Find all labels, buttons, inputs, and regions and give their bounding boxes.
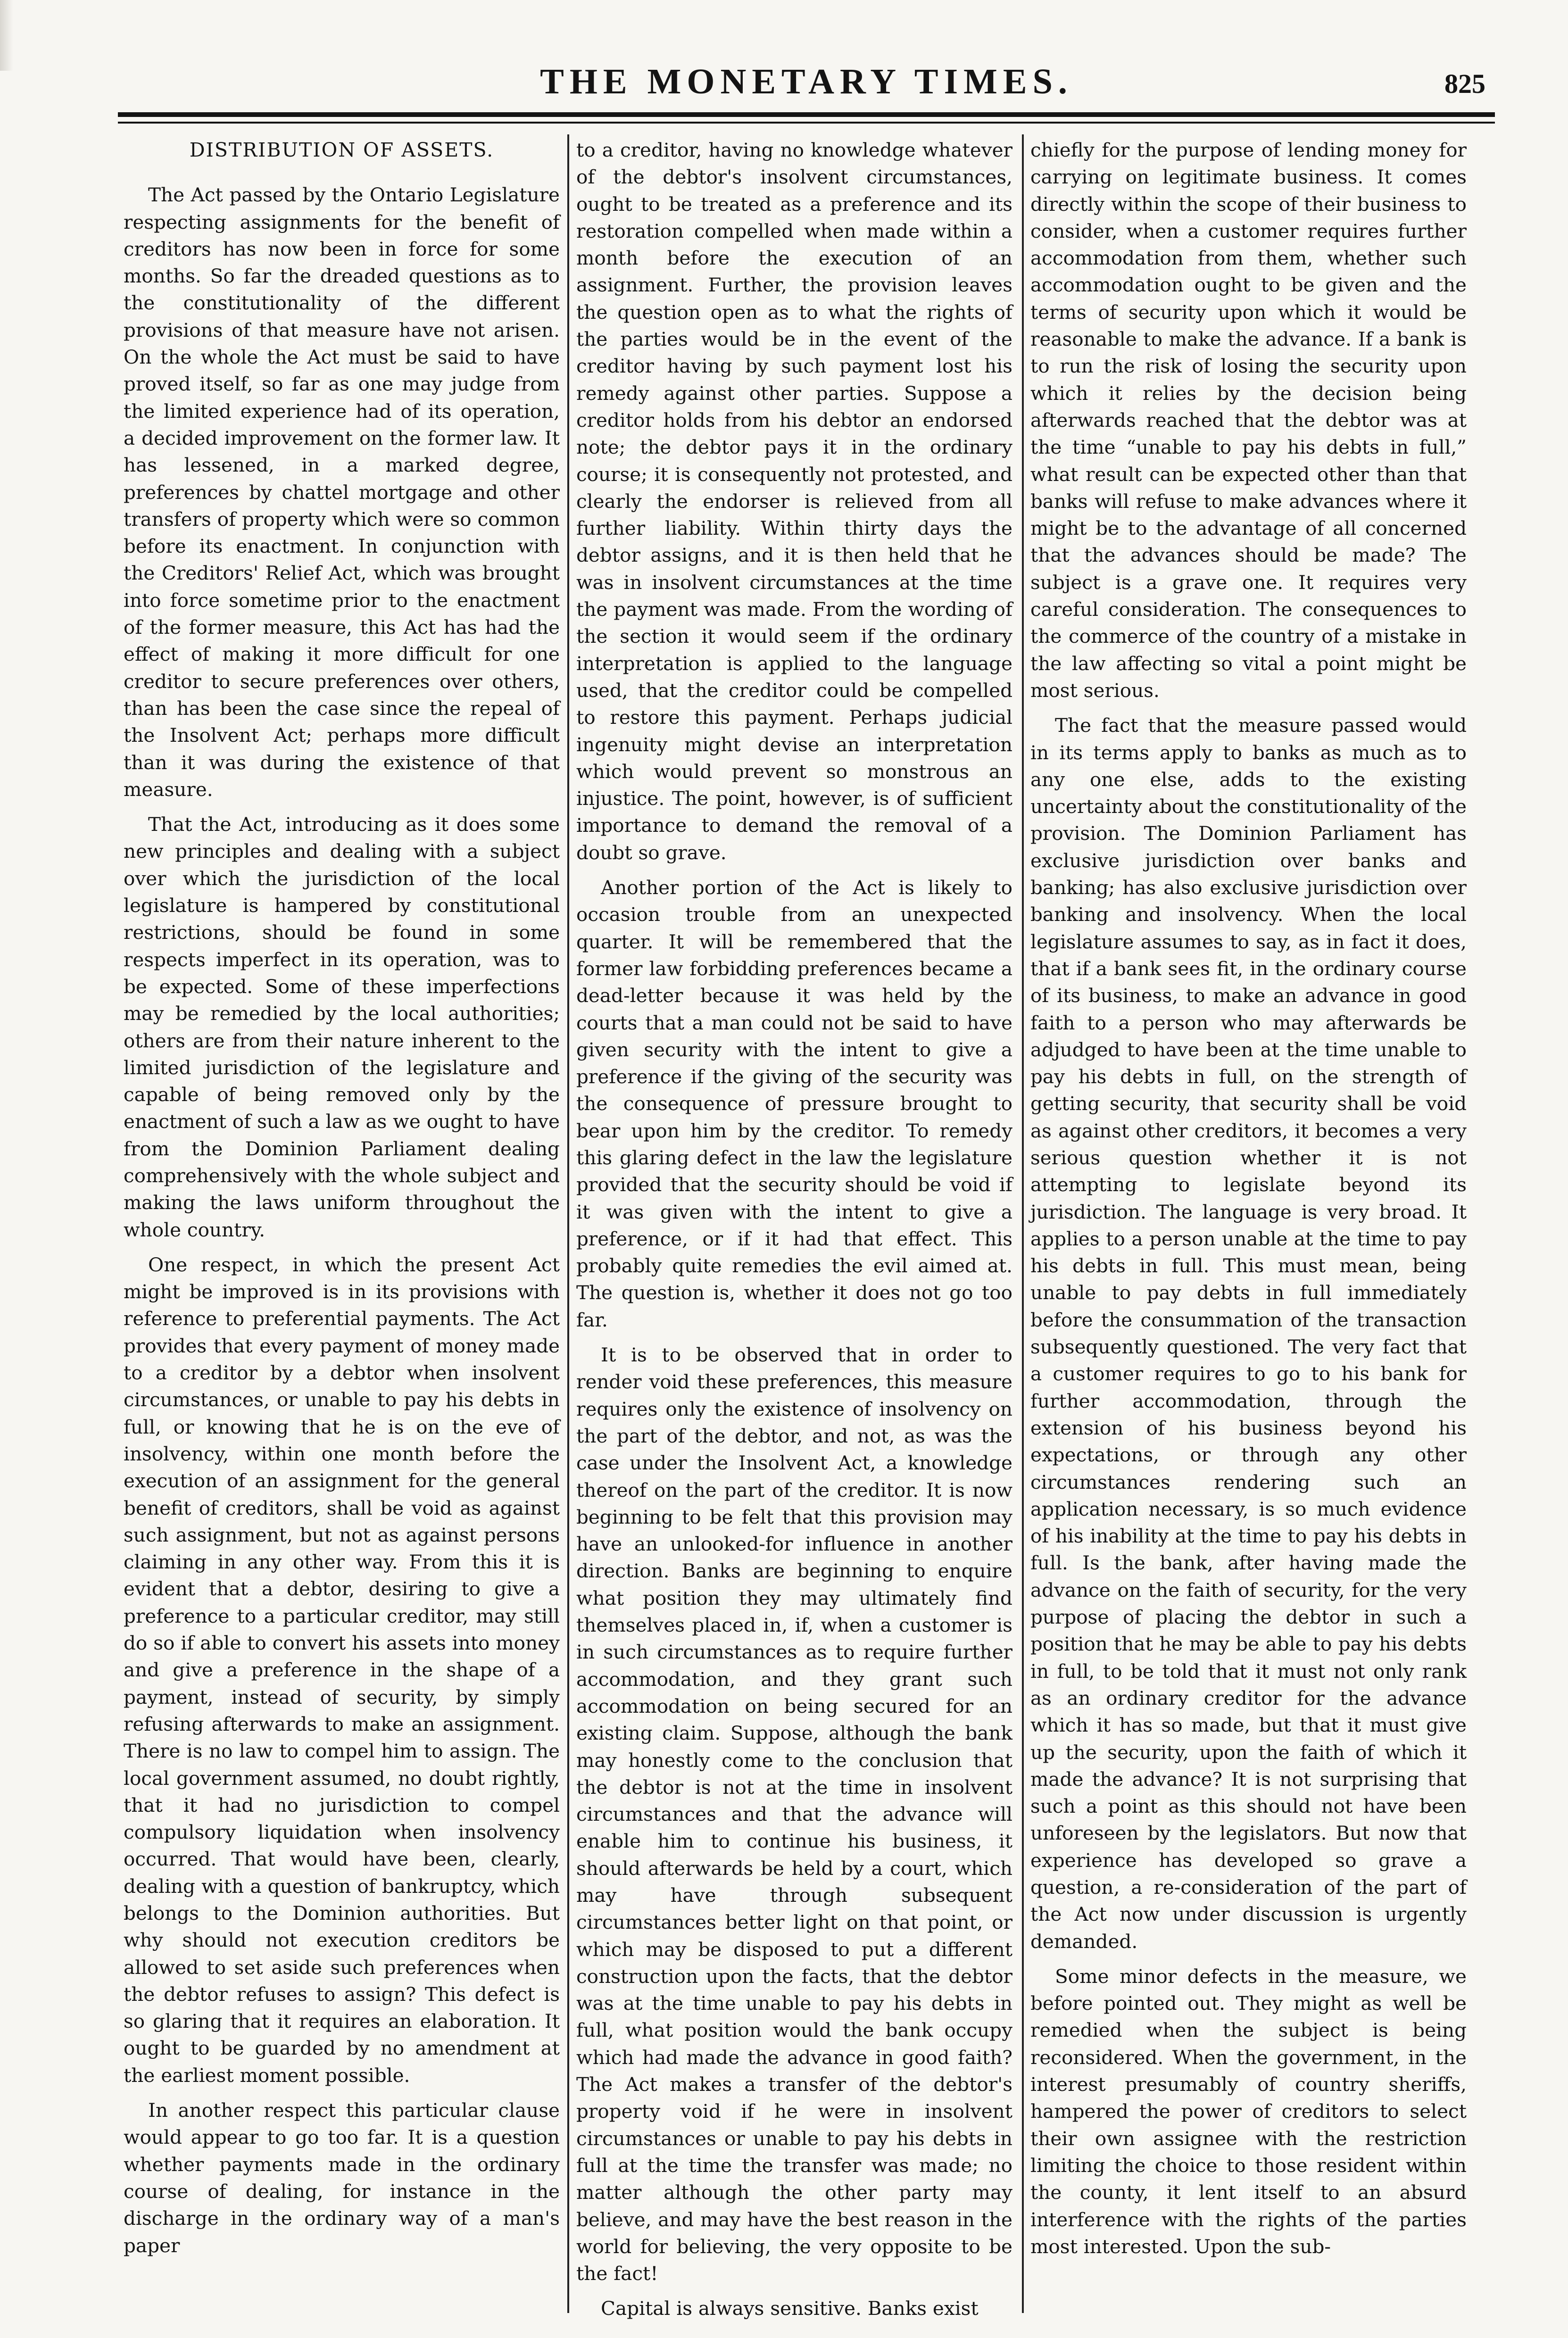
paragraph-continued: chiefly for the purpose of lending money for carrying on legitimate business. It comes directly within the scope of their business to consider, when a customer requires further accommodation from them, whether such accommodation ought to be given and the terms of security upon which it would be reasonable to make the advance. If a bank is to run the risk of losing the security upon which it relies by the decision being afterwards reached that the debtor was at the time “unable to pay his debts in full,” what result can be expected other than that banks will refuse to make advances where it might be to the advantage of all concerned that the advances should be made? The subject is a grave one. It requires very careful consideration. The consequences to the commerce of the country of a mistake in the law affecting so vital a point might be most serious. <box>1030 139 1467 702</box>
paragraph: The Act passed by the Ontario Legislature respecting assignments for the benefit of creditors has now been in force for some months. So far the dreaded questions as to the constitutionality of the different provisions of that measure have not arisen. On the whole the Act must be said to have proved itself, so far as one may judge from the limited experience had of its operation, a decided improvement on the former law. It has lessened, in a marked degree, preferences by chattel mortgage and other transfers of property which were so common before its enactment. In conjunction with the Creditors' Relief Act, which was brought into force sometime prior to the enactment of the former measure, this Act has had the effect of making it more difficult for one creditor to secure preferences over others, than has been the case since the repeal of the Insolvent Act; perhaps more difficult than it was during the existence of that measure. <box>124 183 560 801</box>
article-title: DISTRIBUTION OF ASSETS. <box>189 139 494 161</box>
article-column-3 <box>1030 137 1467 2268</box>
paragraph: One respect, in which the present Act might be improved is in its provisions with reference to preferential payments. The Act provides that every payment of money made to a creditor by a debtor when insolvent circumstances, or unable to pay his debts in full, or knowing that he is on the eve of insolvency, within one month before the execution of an assignment for the general benefit of creditors, shall be void as against such assignment, but not as against persons claiming in any other way. From this it is evident that a debtor, desiring to give a preference to a particular creditor, may still do so if able to convert his assets into money and give a preference in the shape of a payment, instead of security, by simply refusing afterwards to make an assignment. There is no law to compel him to assign. The local government assumed, no doubt rightly, that it had no jurisdiction to compel compulsory liquidation when insolvency occurred. That would have been, clearly, dealing with a question of bankruptcy, which belongs to the Dominion authorities. But why should not execution creditors be allowed to set aside such preferences when the debtor refuses to assign? This defect is so glaring that it requires an elaboration. It ought to be guarded by no amendment at the earliest moment possible. <box>124 1253 560 2087</box>
header-rule-thick <box>118 112 1495 117</box>
paragraph: In another respect this particular clause would appear to go too far. It is a question whether payments made in the ordinary course of dealing, for instance in the discharge in the ordinary way of a man's paper <box>124 2099 560 2257</box>
paragraph: Some minor defects in the measure, we before pointed out. They might as well be remedied when the subject is being reconsidered. When the government, in the interest presumably of country sheriffs, hampered the power of creditors to select their own assignee with the restriction limiting the choice to those resident within the county, it lent itself to an absurd interference with the rights of the parties most interested. Upon the sub- <box>1030 1965 1467 2258</box>
article-column-1 <box>124 137 560 2267</box>
page-binding-edge <box>0 0 13 71</box>
masthead <box>118 61 1495 113</box>
page-number: 825 <box>1444 68 1485 99</box>
paragraph: Another portion of the Act is likely to occasion trouble from an unexpected quarter. It will be remembered that the former law forbidding preferences became a dead-letter because it was held by the courts that a man could not be said to have given security with the intent to give a preference if the giving of the security was the consequence of pressure brought to bear upon him by the creditor. To remedy this glaring defect in the law the legislature provided that the security should be void if it was given with the intent to give a preference, or if it had that effect. This probably quite remedies the evil aimed at. The question is, whether it does not go too far. <box>576 876 1012 1331</box>
paragraph: It is to be observed that in order to render void these preferences, this measure requires only the existence of insolvency on the part of the debtor, and not, as was the case under the Insolvent Act, a knowledge thereof on the part of the creditor. It is now beginning to be felt that this provision may have an unlooked-for influence in another direction. Banks are beginning to enquire what position they may ultimately find themselves placed in, if, when a customer is in such circumstances as to require further accommodation, and they grant such accommodation on being secured for an existing claim. Suppose, although the bank may honestly come to the conclusion that the debtor is not at the time in insolvent circumstances and that the advance will enable him to continue his business, it should afterwards be held by a court, which may have through subsequent circumstances better light on that point, or which may be disposed to put a different construction upon the facts, that the debtor was at the time unable to pay his debts in full, what position would the bank occupy which had made the advance in good faith? The Act makes a transfer of the debtor's property void if he were in insolvent circumstances or unable to pay his debts in full at the time the transfer was made; no matter although the other party may believe, and may have the best reason in the world for believing, the very opposite to be the fact! <box>576 1343 1012 2285</box>
column-divider <box>1022 134 1024 2313</box>
paragraph: Capital is always sensitive. Banks exist <box>601 2297 979 2320</box>
paragraph: That the Act, introducing as it does some new principles and dealing with a subject over which the jurisdiction of the local legislature is hampered by constitutional restrictions, should be found in some respects imperfect in its operation, was to be expected. Some of these imperfections may be remedied by the local authorities; others are from their nature inherent to the limited jurisdiction of the legislature and capable of being removed only by the enactment of such a law as we ought to have from the Dominion Parliament dealing comprehensively with the whole subject and making the laws uniform throughout the whole country. <box>124 813 560 1241</box>
column-divider <box>567 134 569 2313</box>
publication-title: THE MONETARY TIMES. <box>540 62 1073 101</box>
paragraph-continued: to a creditor, having no knowledge whatever of the debtor's insolvent circumstances, ought to be treated as a preference and its restoration compelled when made within a month before the execution of an assignment. Further, the provision leaves the question open as to what the rights of the parties would be in the event of the creditor having by such payment lost his remedy against other parties. Suppose a creditor holds from his debtor an endorsed note; the debtor pays it in the ordinary course; it is consequently not protested, and clearly the endorser is relieved from all further liability. Within thirty days the debtor assigns, and it is then held that he was in insolvent circumstances at the time the payment was made. From the wording of the section it would seem if the ordinary interpretation is applied to the language used, that the creditor could be compelled to restore this payment. Perhaps judicial ingenuity might devise an interpretation which would prevent so monstrous an injustice. The point, however, is of sufficient importance to demand the removal of a doubt so grave. <box>576 139 1012 864</box>
article-column-2 <box>576 137 1012 2330</box>
paragraph: The fact that the measure passed would in its terms apply to banks as much as to any one else, adds to the existing uncertainty about the constitutionality of the provision. The Dominion Parliament has exclusive jurisdiction over banks and banking; has also exclusive jurisdiction over banking and insolvency. When the local legislature assumes to say, as in fact it does, that if a bank sees fit, in the ordinary course of its business, to make an advance in good faith to a person who may afterwards be adjudged to have been at the time unable to pay his debts in full, on the strength of getting security, that security shall be void as against other creditors, it becomes a very serious question whether it is not attempting to legislate beyond its jurisdiction. The language is very broad. It applies to a person unable at the time to pay his debts in full. This must mean, being unable to pay debts in full immediately before the consummation of the transaction subsequently questioned. The very fact that a customer requires to go to his bank for further accommodation, through the extension of his business beyond his expectations, or through any other circumstances rendering such an application necessary, is so much evidence of his inability at the time to pay his debts in full. Is the bank, after having made the advance on the faith of security, for the very purpose of placing the debtor in such a position that he may be able to pay his debts in full, to be told that it must not only rank as an ordinary creditor for the advance which it has so made, but that it must give up the security, upon the faith of which it made the advance? It is not surprising that such a point as this should not have been unforeseen by the legislators. But now that experience has developed so grave a question, a re-consideration of the part of the Act now under discussion is urgently demanded. <box>1030 714 1467 1953</box>
header-rule-thin <box>118 122 1495 124</box>
